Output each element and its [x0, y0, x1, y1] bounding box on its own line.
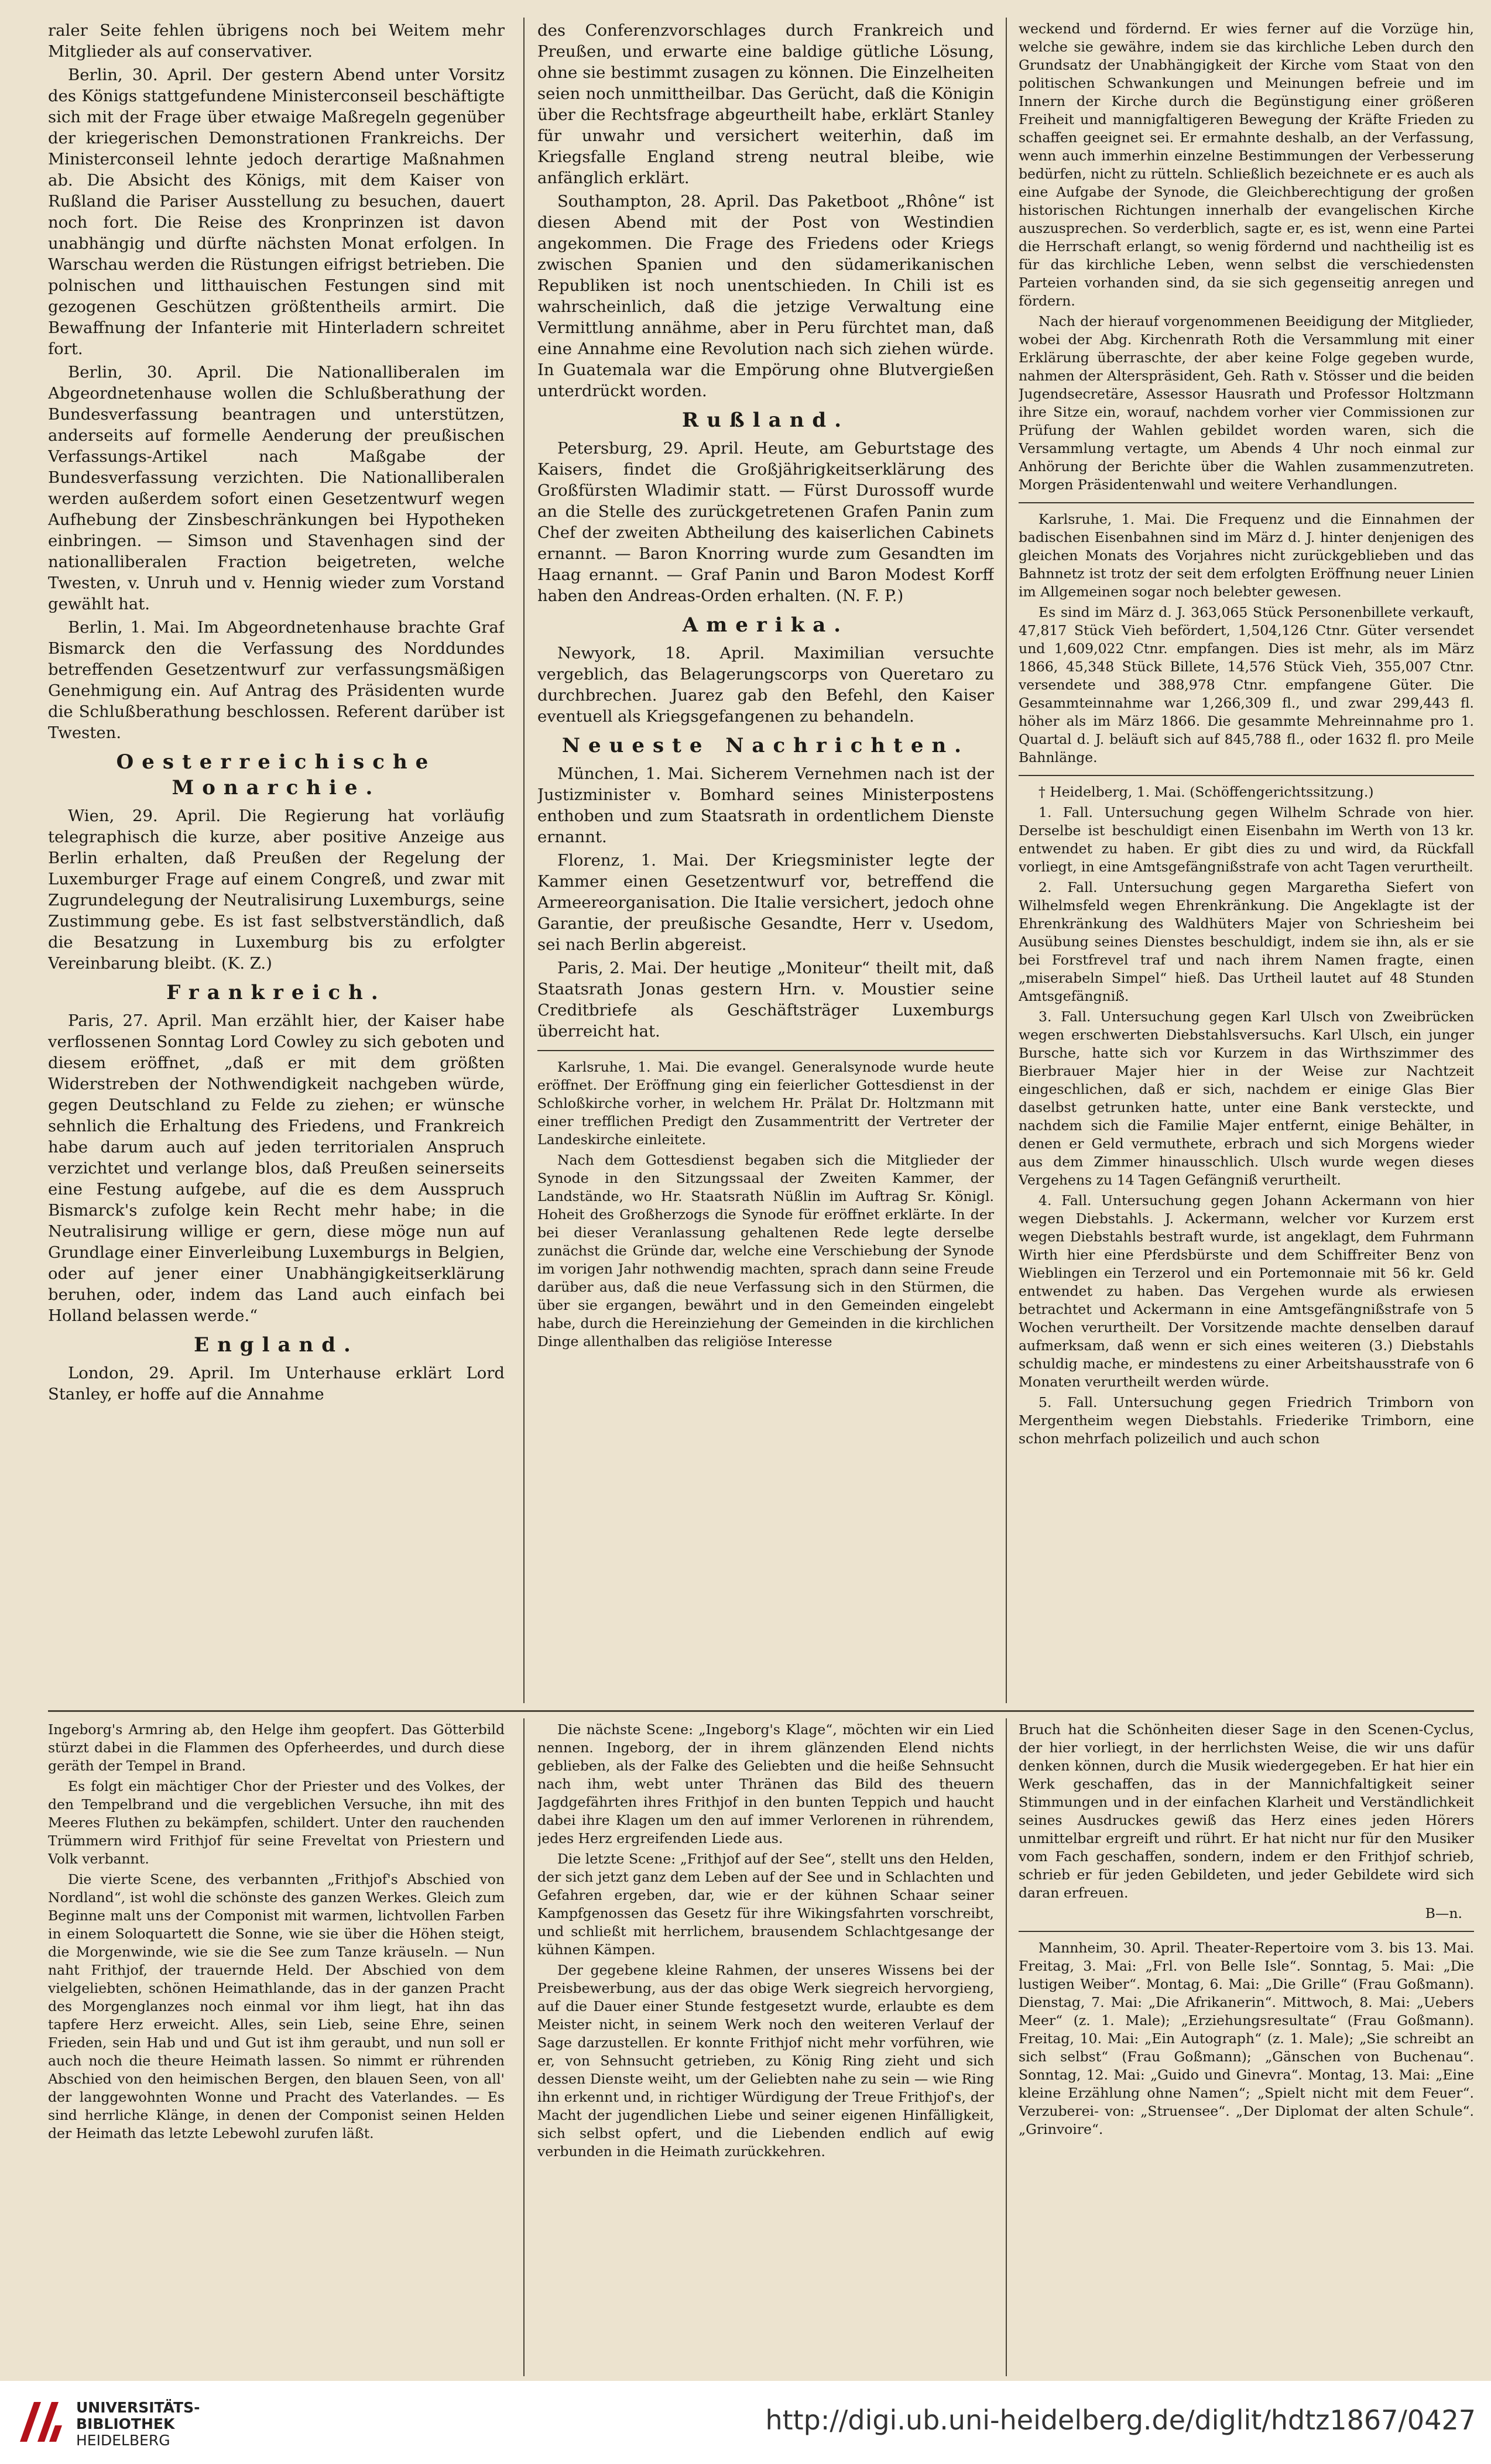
section-divider — [1019, 775, 1474, 776]
section-heading-america: Amerika. — [682, 613, 849, 637]
article-paragraph: Es sind im März d. J. 363,065 Stück Personenbillete verkauft, 47,817 Stück Vieh befördert, 1,504,126 Ctnr. Güter versendet und 1,609,022 Ctnr. empfangen. Dies ist mehr, als im März 1866, 45,348 Stück Billete, 14,576 Stück Vieh, 355,007 Ctnr. versendete und 388,978 Ctnr. empfangene Güter. Die Gesammteinnahme war 1,266,309 fl., und zwar 299,443 fl. höher als im März 1866. Die gesammte Mehreinnahme pro 1. Quartal d. J. beläuft sich auf 845,788 fl., oder 1632 fl. pro Meile Bahnlänge. — [1019, 604, 1474, 766]
article-paragraph: Berlin, 30. April. Der gestern Abend unter Vorsitz des Königs stattgefundene Ministerconseil beschäftigte sich mit der Frage über etwaige Maßregeln gegenüber der kriegerischen Demonstrationen Frankreichs. Der Ministerconseil lehnte jedoch derartige Maßnahmen ab. Die Absicht des Königs, mit dem Kaiser von Rußland die Pariser Ausstellung zu besuchen, dauert noch fort. Die Reise des Kronprinzen ist davon unabhängig und dürfte nächsten Monat erfolgen. In Warschau werden die Rüstungen eifrigst betrieben. Die polnischen und litthauischen Festungen sind mit gezogenen Geschützen größtentheils armirt. Die Bewaffnung der Infanterie mit Hinterladern schreitet fort. — [48, 66, 505, 358]
feuilleton-paragraph: Bruch hat die Schönheiten dieser Sage in den Scenen-Cyclus, der hier vorliegt, in der herrlichsten Weise, die wir uns dafür denken können, durch die Musik wiedergegeben. Er hat hier ein Werk geschaffen, das in der Mannichfaltigkeit seiner Stimmungen und in der einfachen Klarheit und Verständlichkeit seines Ausdruckes gewiß das Herz eines jeden Hörers unmittelbar ergreift und rührt. Er hat nicht nur für den Musiker vom Fach geschaffen, sondern, indem er den Frithjof schrieb, schrieb er für jeden Gebildeten, und jeder Gebildete wird sich daran erfreuen. — [1019, 1721, 1474, 1901]
article-paragraph: weckend und fördernd. Er wies ferner auf die Vorzüge hin, welche sie gewähre, indem sie das kirchliche Leben durch den Grundsatz der Unabhängigkeit der Kirche vom Staat von den politischen Schwankungen und Meinungen befreie und im Innern der Kirche durch die Begünstigung einer größeren Freiheit und mannigfaltigeren Bewegung der Kräfte Frieden zu schaffen geeignet sei. Er ermahnte deshalb, an der Verfassung, wenn auch immerhin einzelne Bestimmungen der Verbesserung bedürfen, nicht zu rütteln. Schließlich bezeichnete er es auch als eine Aufgabe der Synode, die Gleichberechtigung der großen historischen Richtungen innerhalb der evangelischen Kirche auszusprechen. So verderblich, sagte er, es ist, wenn eine Partei die Herrschaft erlangt, so wenig fördernd und nachtheilig ist es für das kirchliche Leben, wenn selbst die verschiedensten Parteien vorhanden sind, da sie sich gegenseitig anregen und fördern. — [1019, 20, 1474, 309]
article-paragraph: London, 29. April. Im Unterhause erklärt Lord Stanley, er hoffe auf die Annahme — [48, 1364, 505, 1403]
feuilleton-paragraph: Ingeborg's Armring ab, den Helge ihm geopfert. Das Götterbild stürzt dabei in die Flammen des Opferheerdes, und durch diese geräth der Tempel in Brand. — [48, 1721, 505, 1774]
article-paragraph: 2. Fall. Untersuchung gegen Margaretha Siefert von Wilhelmsfeld wegen Ehrenkränkung. Die Angeklagte ist der Ehrenkränkung des Waldhüters Majer von Schriesheim bei Ausübung seines Dienstes beschuldigt, indem sie ihn, als er sie bei Forstfrevel traf und nach ihrem Namen fragte, einen „miserabeln Simpel“ hieß. Das Urtheil lautet auf 48 Stunden Amtsgefängniß. — [1019, 879, 1474, 1004]
feuilleton-paragraph: Es folgt ein mächtiger Chor der Priester und des Volkes, der den Tempelbrand und die vergeblichen Versuche, ihn mit des Meeres Fluthen zu bekämpfen, schildert. Unter den rauchenden Trümmern wird Frithjof für seine Freveltat von Priestern und Volk verbannt. — [48, 1778, 505, 1867]
article-paragraph: Berlin, 1. Mai. Im Abgeordnetenhause brachte Graf Bismarck den die Verfassung des Norddundes betreffenden Gesetzentwurf zur verfassungsmäßigen Genehmigung ein. Auf Antrag des Präsidenten wurde die Schlußberathung beschlossen. Referent darüber ist Twesten. — [48, 618, 505, 742]
article-paragraph: Newyork, 18. April. Maximilian versuchte vergeblich, das Belagerungscorps von Queretaro zu durchbrechen. Juarez gab den Befehl, den Kaiser eventuell als Kriegsgefangenen zu behandeln. — [537, 644, 994, 726]
column-rule — [523, 18, 525, 1703]
article-paragraph: raler Seite fehlen übrigens noch bei Weitem mehr Mitglieder als auf conservativer. — [48, 21, 505, 61]
karlsruhe-synod-report — [537, 1058, 994, 1351]
article-paragraph: des Conferenzvorschlages durch Frankreich und Preußen, und erwarte eine baldige gütliche Lösung, ohne sie bestimmt zusagen zu können. Die Einzelheiten seien noch unmittheilbar. Das Gerücht, daß die Königin über die Rechtsfrage abgeurtheilt habe, erklärt Stanley für unwahr und versichert weiterhin, daß im Kriegsfalle England streng neutral bleibe, wie anfänglich erklärt. — [537, 21, 994, 187]
article-paragraph: 1. Fall. Untersuchung gegen Wilhelm Schrade von hier. Derselbe ist beschuldigt einen Eisenbahn im Werth von 13 kr. entwendet zu haben. Er gibt dies zu und wird, da Rückfall vorliegt, in eine Amtsgefängnißstrafe von acht Tagen verurtheilt. — [1019, 804, 1474, 875]
column-rule — [1006, 18, 1007, 1703]
library-name — [76, 2400, 200, 2449]
library-name-line: HEIDELBERG — [76, 2432, 170, 2449]
section-divider — [537, 1050, 994, 1051]
library-name-line: UNIVERSITÄTS- — [76, 2399, 200, 2416]
section-divider — [1019, 502, 1474, 503]
university-library-logo-icon — [14, 2395, 68, 2449]
section-heading-austria: Oesterreichische Monarchie. — [116, 750, 437, 799]
column-bottom-middle — [537, 1721, 994, 2376]
article-paragraph: Petersburg, 29. April. Heute, am Geburtstage des Kaisers, findet die Großjährigkeitserklärung des Großfürsten Wladimir statt. — Fürst Durossoff wurde an die Stelle des zurückgetretenen Grafen Panin zum Chef der zweiten Abtheilung des kaiserlichen Cabinets ernannt. — Baron Knorring wurde zum Gesandten im Haag ernannt. — Graf Panin und Baron Modest Korff haben den Andreas-Orden erhalten. (N. F. P.) — [537, 439, 994, 605]
feuilleton-paragraph: Die letzte Scene: „Frithjof auf der See“, stellt uns den Helden, der sich jetzt ganz dem Leben auf der See und in Schlachten und Gefahren ergeben, dar, wie er der kühnen Schaar seiner Kampfgenossen das Gesetz für ihre Wikingsfahrten vorschreibt, und schließt mit herrlichem, brausendem Schlachtgesange der kühnen Kämpen. — [537, 1851, 994, 1958]
article-paragraph: Southampton, 28. April. Das Paketboot „Rhône“ ist diesen Abend mit der Post von Westindien angekommen. Die Frage des Friedens oder Kriegs zwischen Spanien und den südamerikanischen Republiken ist noch unentschieden. In Chili ist es wahrscheinlich, daß die jetzige Verwaltung eine Vermittlung annähme, aber in Peru fürchtet man, daß eine Annahme eine Revolution nach sich ziehen würde. In Guatemala war die Empörung ohne Blutvergießen unterdrückt worden. — [537, 192, 994, 400]
library-name-line: BIBLIOTHEK — [76, 2415, 175, 2432]
digital-collection-url[interactable]: http://digi.ub.uni-heidelberg.de/diglit/hdtz1867/0427 — [765, 2404, 1476, 2436]
theater-repertoire: Mannheim, 30. April. Theater-Repertoire vom 3. bis 13. Mai. Freitag, 3. Mai: „Frl. von Belle Isle“. Sonntag, 5. Mai: „Die lustigen Weiber“. Montag, 6. Mai: „Die Grille“ (Frau Goßmann). Dienstag, 7. Mai: „Die Afrikanerin“. Mittwoch, 8. Mai: „Uebers Meer“ (z. 1. Male); „Erziehungsresultate“ (Frau Goßmann). Freitag, 10. Mai: „Ein Autograph“ (z. 1. Male); „Sie schreibt an sich selbst“ (Frau Goßmann); „Gänschen von Buchenau“. Sonntag, 12. Mai: „Guido und Ginevra“. Montag, 13. Mai: „Eine kleine Erzählung ohne Namen“; „Spielt nicht mit dem Feuer“. Verzuberei- von: „Struensee“. „Der Diplomat der alten Schule“. „Grinvoire“. — [1019, 1940, 1474, 2137]
article-paragraph: Nach dem Gottesdienst begaben sich die Mitglieder der Synode in den Sitzungssaal der Zweiten Kammer, der Landstände, wo Hr. Staatsrath Nüßlin im Auftrag Sr. Königl. Hoheit des Großherzogs die Synode für eröffnet erklärte. In der bei dieser Veranlassung gehaltenen Rede legte derselbe zunächst die Gründe dar, welche eine Verschiebung der Synode im vorigen Jahr nothwendig machten, sprach dann seine Freude darüber aus, daß die neue Verfassung sich in den Stürmen, die über sie ergangen, bewährt und in den Gemeinden eingelebt habe, durch die Hereinziehung der Gemeinden in die kirchlichen Dinge allenthalben das religiöse Interesse — [537, 1152, 994, 1350]
article-paragraph: München, 1. Mai. Sicherem Vernehmen nach ist der Justizminister v. Bomhard seines Ministerpostens enthoben und zum Staatsrath in ordentlichem Dienste ernannt. — [537, 764, 994, 846]
article-paragraph: Nach der hierauf vorgenommenen Beeidigung der Mitglieder, wobei der Abg. Kirchenrath Roth die Versammlung mit einer Erklärung überraschte, der aber keine Folge gegeben wurde, nahmen der Alterspräsident, Geh. Rath v. Stösser und die beiden Jugendsecretäre, Assessor Hausrath und Professor Holtzmann ihre Sitze ein, worauf, nachdem vorher vier Commissionen zur Prüfung der Wahlen gebildet worden waren, sich die Versammlung vertagte, um Abends 4 Uhr noch einmal zur Anhörung der Berichte über die Wahlen zusammenzutreten. Morgen Präsidentenwahl und weitere Verhandlungen. — [1019, 313, 1474, 493]
section-heading-latest-news: Neueste Nachrichten. — [561, 734, 970, 757]
column-rule — [1006, 1718, 1007, 2376]
section-heading-russia: Rußland. — [681, 409, 850, 432]
feuilleton-paragraph: Der gegebene kleine Rahmen, der unseres Wissens bei der Preisbewerbung, aus der das obige Werk siegreich hervorgieng, auf die Dauer einer Stunde festgesetzt wurde, erlaubte es dem Meister nicht, in seinem Werk noch den weiteren Verlauf der Sage darzustellen. Er konnte Frithjof nicht mehr vorführen, wie er, von Sehnsucht getrieben, zu König Ring zieht und sich dessen Dienste weiht, um der Geliebten nahe zu sein — wie Ring ihn erkennt und, in richtiger Würdigung der Treue Frithjof's, der Macht der jugendlichen Liebe und seiner eigenen Hinfälligkeit, sich selbst opfert, und die Liebenden endlich auf ewig verbunden in die Heimath zurückkehren. — [537, 1962, 994, 2160]
feuilleton-paragraph: Die vierte Scene, des verbannten „Frithjof's Abschied von Nordland“, ist wohl die schönste des ganzen Werkes. Gleich zum Beginne malt uns der Componist mit warmen, lichtvollen Farben in einem Soloquartett die Sonne, wie sie über die Höhen steigt, die Morgenwinde, wie sie die See zum Tanze kräuseln. — Nun naht Frithjof, der trauernde Held. Der Abschied von dem vielgeliebten, schönen Heimathlande, das in der ganzen Pracht des Morgenglanzes noch einmal vor ihm liegt, hat ihn das tapfere Herz erweicht. Alles, sein Lieb, seine Ehre, seinen Frieden, sein Hab und und Gut ist ihm geraubt, und nun soll er auch noch die theure Heimath lassen. So nimmt er rührenden Abschied von den heimischen Bergen, den blauen Seen, von all' der langgewohnten Wonne und Pracht des Vaterlandes. — Es sind herrliche Klänge, in denen der Componist seinen Helden der Heimath das letzte Lebewohl zurufen läßt. — [48, 1871, 505, 2142]
library-footer — [0, 2381, 1491, 2464]
article-paragraph: Wien, 29. April. Die Regierung hat vorläufig telegraphisch die kurze, aber positive Anzeige aus Berlin erhalten, daß Preußen der Regelung der Luxemburger Frage auf einem Congreß, und zwar mit Zugrundelegung der Neutralisirung Luxemburgs, seine Zustimmung gebe. Es ist fast selbstverständlich, daß die Besatzung in Luxemburg bis zu erfolgter Vereinbarung bleibt. (K. Z.) — [48, 807, 505, 973]
section-heading-france: Frankreich. — [166, 981, 386, 1004]
feuilleton-paragraph: Die nächste Scene: „Ingeborg's Klage“, möchten wir ein Lied nennen. Ingeborg, der in ihrem glänzenden Elend nichts geblieben, als der Falke des Geliebten und die heiße Sehnsucht nach ihm, webt unter Thränen das Bild des theuern Jagdgefährten ihres Frithjof in den bunten Teppich und haucht dabei ihre Klagen um den auf immer Verlorenen in rührendem, jedes Herz ergreifenden Liede aus. — [537, 1721, 994, 1847]
column-bottom-left — [48, 1721, 505, 2376]
article-paragraph: 3. Fall. Untersuchung gegen Karl Ulsch von Zweibrücken wegen erschwerten Diebstahlsversuchs. Karl Ulsch, ein junger Bursche, hatte sich vor Kurzem in das Wirthszimmer des Bierbrauer Majer hier in der Weise zur Nachtzeit eingeschlichen, daß er sich, nachdem er einige Glas Bier daselbst getrunken hatte, unter eine Bank versteckte, und nachdem sich die Familie Majer entfernt, einige Behälter, in denen er Geld vermuthete, erbrach und sich Morgens wieder aus dem Zimmer hinausschlich. Ulsch wurde wegen dieses Vergehens zu 14 Tagen Gefängniß verurtheilt. — [1019, 1008, 1474, 1188]
signature: B—n. — [1425, 1905, 1462, 1921]
column-top-right — [1019, 20, 1474, 1700]
feuilleton-rule — [48, 1710, 1474, 1712]
article-paragraph: Florenz, 1. Mai. Der Kriegsminister legte der Kammer einen Gesetzentwurf vor, betreffend die Armeereorganisation. Die Italie versichert, jedoch ohne Garantie, der preußische Gesandte, Herr v. Usedom, sei nach Berlin abgereist. — [537, 851, 994, 954]
column-top-middle — [537, 20, 994, 1700]
article-paragraph: Paris, 27. April. Man erzählt hier, der Kaiser habe verflossenen Sonntag Lord Cowley zu sich geboten und diesem eröffnet, „daß er mit dem größten Widerstreben der Nothwendigkeit nachgeben würde, gegen Deutschland zu Felde zu ziehen; er wünsche sehnlich die Erhaltung des Friedens, und Frankreich habe darum auch auf jeden territorialen Anspruch verzichtet und verlange blos, daß Preußen seinerseits eine Festung aufgebe, auf die es dem Ausspruch Bismarck's zufolge kein Recht mehr habe; in die Neutralisirung willige er gern, diese möge nun auf Grundlage einer Einverleibung Luxemburgs in Belgien, oder auf jener einer Unabhängigkeitserklärung beruhen, oder, indem das Land auch einfach bei Holland belassen werde.“ — [48, 1011, 505, 1325]
section-divider — [1019, 1931, 1474, 1932]
article-paragraph: Karlsruhe, 1. Mai. Die evangel. Generalsynode wurde heute eröffnet. Der Eröffnung ging ein feierlicher Gottesdienst in der Schloßkirche vorher, in welchem Hr. Prälat Dr. Holtzmann mit einer trefflichen Predigt den Zusammentritt der Vertreter der Landeskirche einleitete. — [537, 1059, 994, 1148]
article-paragraph: Paris, 2. Mai. Der heutige „Moniteur“ theilt mit, daß Staatsrath Jonas gestern Hrn. v. Moustier seine Creditbriefe als Geschäftsträger Luxemburgs überreicht hat. — [537, 959, 994, 1041]
article-paragraph: Karlsruhe, 1. Mai. Die Frequenz und die Einnahmen der badischen Eisenbahnen sind im März d. J. hinter denjenigen des gleichen Monats des Vorjahres nicht zurückgeblieben und das Bahnnetz ist trotz der seit dem erfolgten Eröffnung neuer Linien im Allgemeinen sogar noch belebter gewesen. — [1019, 511, 1474, 600]
article-paragraph: 4. Fall. Untersuchung gegen Johann Ackermann von hier wegen Diebstahls. J. Ackermann, welcher vor Kurzem erst wegen Diebstahls bestraft wurde, ist angeklagt, dem Fuhrmann Wirth hier eine Pferdsbürste und dem Schiffreiter Benz von Wieblingen ein Terzerol und ein Portemonnaie mit 56 kr. Geld entwendet zu haben. Das Vergehen wurde als erwiesen betrachtet und Ackermann in eine Amtsgefängnißstrafe von 5 Wochen verurtheilt. Der Vorsitzende machte denselben darauf aufmerksam, daß wenn er sich eines weiteren (3.) Diebstahls schuldig mache, er mindestens zu einer Arbeitshausstrafe von 6 Monaten verurtheilt werden würde. — [1019, 1192, 1474, 1390]
section-heading-england: England. — [194, 1333, 359, 1357]
article-heading: † Heidelberg, 1. Mai. (Schöffengerichtssitzung.) — [1038, 784, 1374, 800]
article-paragraph: Berlin, 30. April. Die Nationalliberalen im Abgeordnetenhause wollen die Schlußberathung der Bundesverfassung beantragen und unterstützen, anderseits auf formelle Aenderung der preußischen Verfassungs-Artikel nach Maßgabe der Bundesverfassung verzichten. Die Nationalliberalen werden außerdem sofort einen Gesetzentwurf wegen Aufhebung der Zinsbeschränkungen bei Hypotheken einbringen. — Simson und Stavenhagen sind der nationalliberalen Fraction beigetreten, welche Twesten, v. Unruh und v. Hennig wieder zum Vorstand gewählt hat. — [48, 363, 505, 613]
column-top-left — [48, 20, 505, 1700]
column-rule — [523, 1718, 525, 2376]
column-bottom-right — [1019, 1721, 1474, 2376]
article-paragraph: 5. Fall. Untersuchung gegen Friedrich Trimborn von Mergentheim wegen Diebstahls. Friederike Trimborn, eine schon mehrfach polizeilich und auch schon — [1019, 1394, 1474, 1447]
